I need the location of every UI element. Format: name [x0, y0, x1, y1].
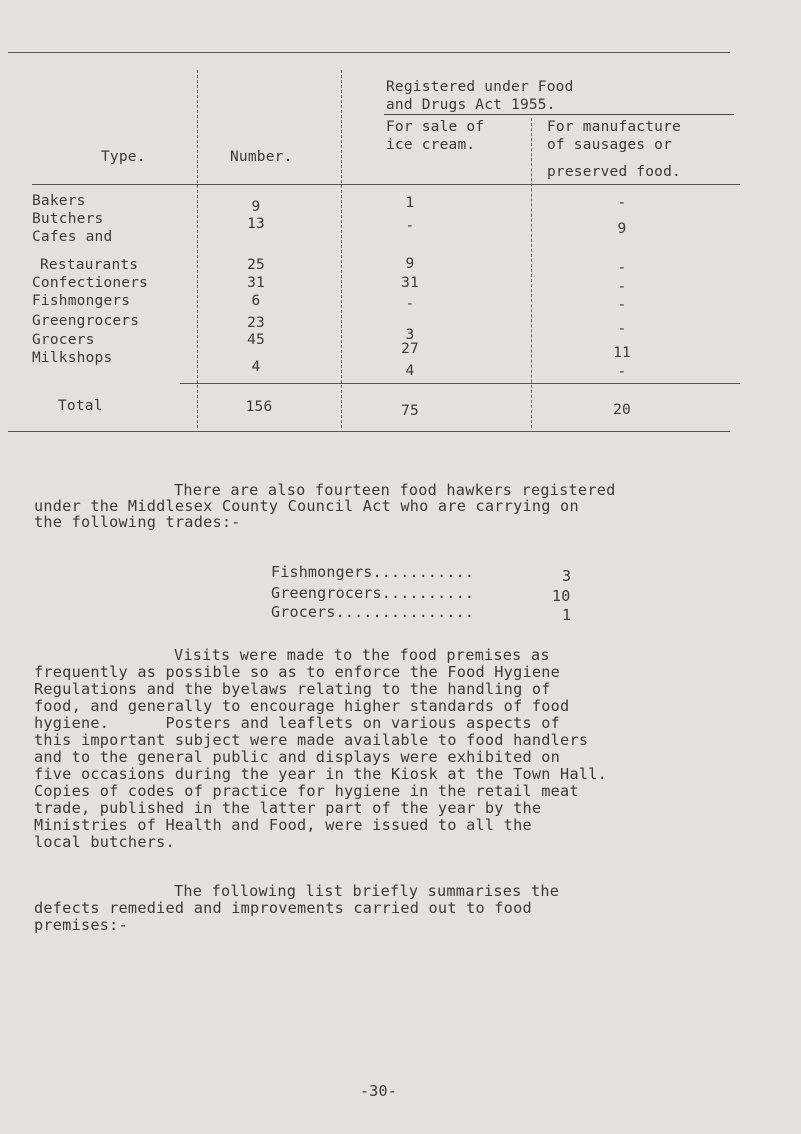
- paragraph-line: food, and generally to encourage higher standards of food: [34, 697, 570, 715]
- col-header-sausage-line1: For manufacture: [547, 119, 681, 135]
- header-bottom-rule: [32, 184, 740, 185]
- group-header-line2: and Drugs Act 1955.: [386, 97, 556, 113]
- hawker-trade: Greengrocers..........: [271, 584, 475, 602]
- paragraph-line: There are also fourteen food hawkers registered: [174, 481, 616, 499]
- row-ice: 9: [405, 256, 415, 272]
- hawker-trade: Fishmongers...........: [271, 563, 475, 581]
- row-sausage: -: [617, 195, 627, 211]
- col-header-sausage-line2: of sausages or: [547, 137, 673, 153]
- paragraph-line: local butchers.: [34, 833, 175, 851]
- table-bottom-rule: [8, 431, 730, 432]
- row-ice: 4: [405, 363, 415, 379]
- paragraph-line: The following list briefly summarises the: [174, 882, 560, 900]
- row-type: Milkshops: [32, 350, 113, 366]
- row-ice: 27: [401, 341, 419, 357]
- column-divider-2: [341, 70, 342, 428]
- row-sausage: -: [617, 364, 627, 380]
- row-number: 45: [247, 332, 265, 348]
- paragraph-line: Copies of codes of practice for hygiene in the retail meat: [34, 782, 579, 800]
- body-bottom-rule: [180, 383, 740, 384]
- paragraph-line: defects remedied and improvements carried out to food: [34, 899, 532, 917]
- row-number: 25: [247, 257, 265, 273]
- row-sausage: -: [617, 321, 627, 337]
- row-type: Confectioners: [32, 275, 149, 291]
- row-ice: -: [405, 296, 415, 312]
- row-sausage: -: [617, 260, 627, 276]
- group-header-line1: Registered under Food: [386, 79, 574, 95]
- row-sausage: 9: [617, 221, 627, 237]
- paragraph-line: under the Middlesex County Council Act who are carrying on: [34, 497, 579, 515]
- row-type: Grocers: [32, 332, 95, 348]
- paragraph-line: this important subject were made available to food handlers: [34, 731, 589, 749]
- total-ice: 75: [401, 403, 419, 419]
- paragraph-line: five occasions during the year in the Kiosk at the Town Hall.: [34, 765, 608, 783]
- column-divider-3: [531, 118, 532, 428]
- row-number: 31: [247, 275, 265, 291]
- total-number: 156: [245, 399, 273, 415]
- paragraph-line: Visits were made to the food premises as: [174, 646, 550, 664]
- row-number: 4: [251, 359, 261, 375]
- col-header-type: Type.: [101, 149, 146, 165]
- col-header-sausage-line3: preserved food.: [547, 164, 681, 180]
- table-top-rule: [8, 52, 730, 53]
- paragraph-line: Regulations and the byelaws relating to the handling of: [34, 680, 551, 698]
- hawker-trade: Grocers...............: [271, 603, 475, 621]
- paragraph-line: Ministries of Health and Food, were issued to all the: [34, 816, 532, 834]
- row-ice: -: [405, 218, 415, 234]
- paragraph-line: premises:-: [34, 916, 128, 934]
- row-number: 23: [247, 315, 265, 331]
- row-number: 9: [251, 199, 261, 215]
- group-header-underline: [384, 114, 734, 115]
- row-type: Cafes and: [32, 229, 113, 245]
- col-header-ice-line2: ice cream.: [386, 137, 476, 153]
- row-ice: 3: [405, 327, 415, 343]
- hawker-count: 10: [552, 587, 571, 605]
- row-number: 6: [251, 293, 261, 309]
- paragraph-line: the following trades:-: [34, 513, 241, 531]
- col-header-number: Number.: [230, 149, 293, 165]
- row-type: Fishmongers: [32, 293, 131, 309]
- paragraph-line: trade, published in the latter part of the year by the: [34, 799, 542, 817]
- row-ice: 1: [405, 195, 415, 211]
- column-divider-1: [197, 70, 198, 428]
- row-type: Butchers: [32, 211, 104, 227]
- total-label: Total: [58, 398, 103, 414]
- row-type: Restaurants: [40, 257, 139, 273]
- row-type: Greengrocers: [32, 313, 140, 329]
- row-type: Bakers: [32, 193, 86, 209]
- total-sausage: 20: [613, 402, 631, 418]
- col-header-ice-line1: For sale of: [386, 119, 485, 135]
- row-sausage: 11: [613, 345, 631, 361]
- row-sausage: -: [617, 297, 627, 313]
- paragraph-line: and to the general public and displays were exhibited on: [34, 748, 561, 766]
- page-number: -30-: [360, 1082, 397, 1100]
- paragraph-line: hygiene. Posters and leaflets on various aspects of: [34, 714, 561, 732]
- paragraph-line: frequently as possible so as to enforce the Food Hygiene: [34, 663, 561, 681]
- row-number: 13: [247, 216, 265, 232]
- row-sausage: -: [617, 279, 627, 295]
- hawker-count: 1: [562, 606, 572, 624]
- row-ice: 31: [401, 275, 419, 291]
- hawker-count: 3: [562, 567, 572, 585]
